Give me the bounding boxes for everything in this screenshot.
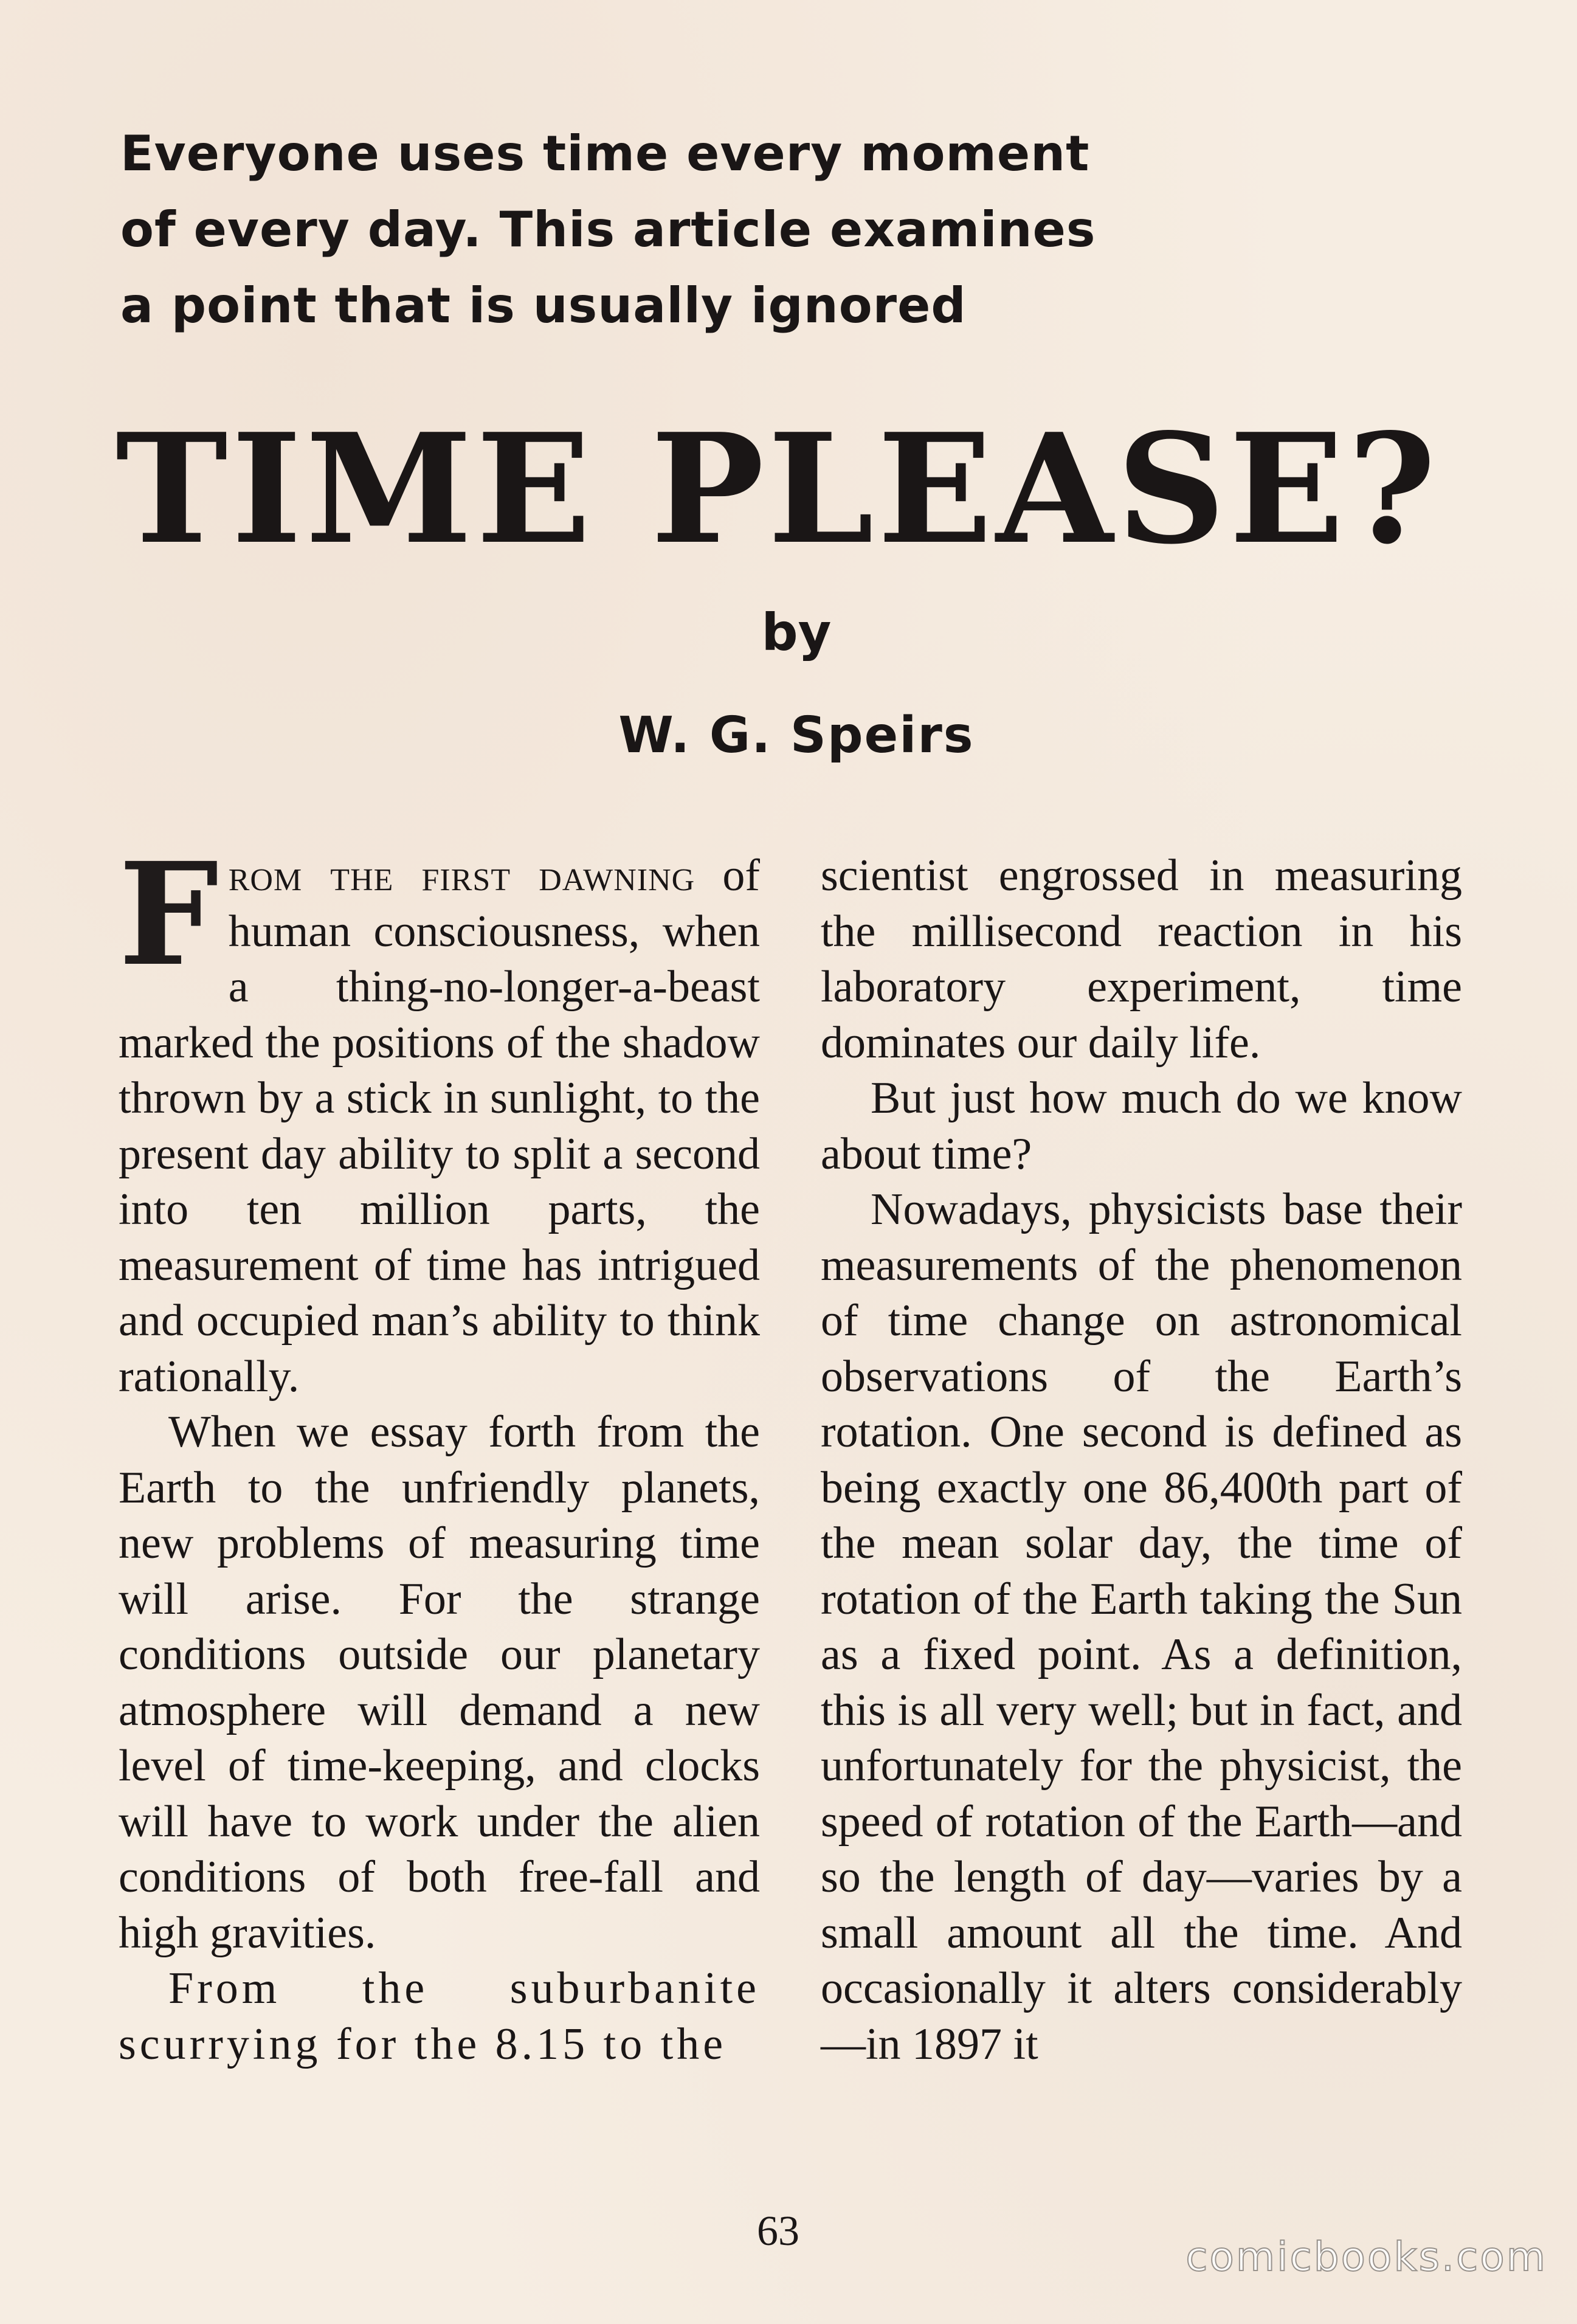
drop-cap: F xyxy=(119,831,219,997)
paragraph: From the suburbanite scurrying for the 8.15 to the xyxy=(119,1963,760,2069)
paragraph xyxy=(119,831,760,1405)
watermark: comicbooks.com xyxy=(1185,2233,1547,2280)
article-title: TIME PLEASE? xyxy=(116,401,1440,578)
byline-by: by xyxy=(761,603,832,662)
paragraph-text: of human consciousness, when a thing-no-longer-a-beast marked the positions of the shadow thrown by a stick in sunlight, to the present day ability to split a second into ten million parts, the measurement of time has intrigued and occupied man’s ability to think rationally. xyxy=(119,851,760,1402)
paragraph: scientist engrossed in measuring the millisecond reaction in his laboratory experiment, time dominates our daily life. xyxy=(821,851,1462,1068)
right-column xyxy=(821,848,1462,2072)
byline-author: W. G. Speirs xyxy=(618,707,975,764)
intro-line: of every day. This article examines xyxy=(120,201,1096,258)
intro-line: a point that is usually ignored xyxy=(120,277,967,334)
paragraph: But just how much do we know about time? xyxy=(821,1073,1462,1179)
paragraph: When we essay forth from the Earth to the unfriendly planets, new problems of measuring time will arise. For the strange conditions outside our planetary atmosphere will demand a new level of time-keeping, and clocks will have to work under the alien conditions of both free-fall and high gravities. xyxy=(119,1407,760,1958)
left-column xyxy=(119,831,760,2072)
intro-blurb xyxy=(120,116,1203,344)
opening-smallcaps: rom the first dawning xyxy=(228,851,695,901)
paragraph: Nowadays, physicists base their measurements of the phenomenon of time change on astronomical observations of the Earth’s rotation. One second is defined as being exactly one 86,400th part of the mean solar day, the time of rotation of the Earth taking the Sun as a fixed point. As a definition, this is all very well; but in fact, and unfortunately for the physicist, the speed of rotation of the Earth—and so the length of day—varies by a small amount all the time. And occasionally it alters considerably—in 1897 it xyxy=(821,1184,1462,2069)
intro-line: Everyone uses time every moment xyxy=(120,125,1090,182)
page-number: 63 xyxy=(757,2208,799,2255)
